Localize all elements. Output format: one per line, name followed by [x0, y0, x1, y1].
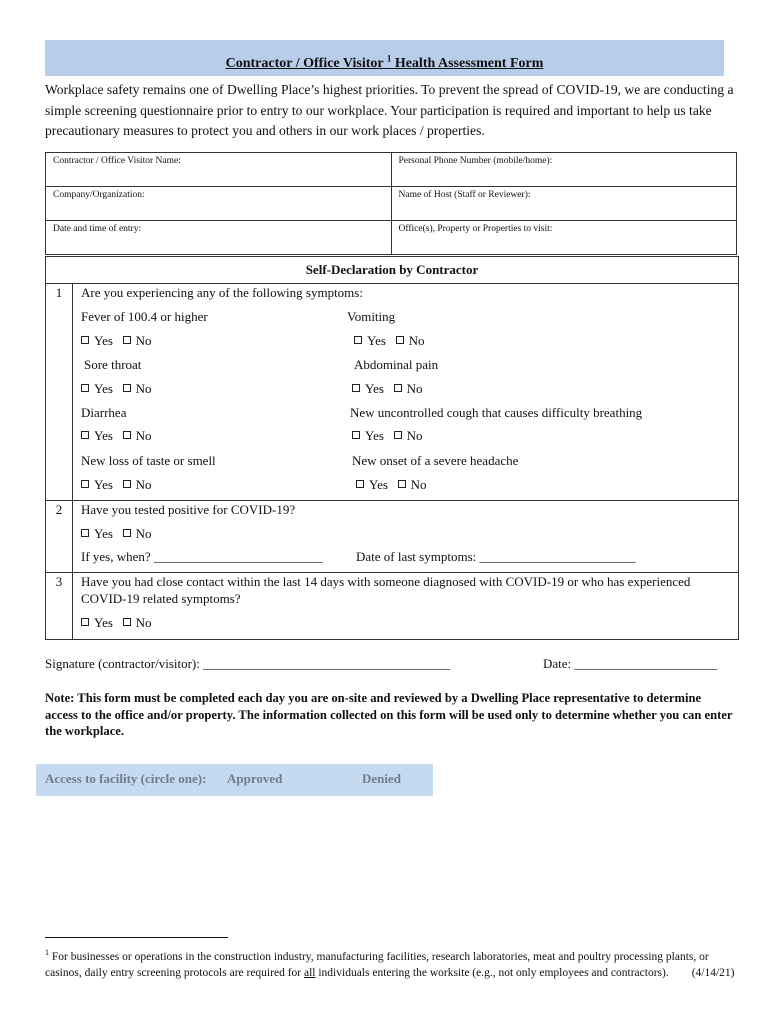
checkbox-yes[interactable]	[81, 384, 89, 392]
question-number: 3	[55, 574, 63, 589]
datetime-field[interactable]: Date and time of entry:	[46, 221, 392, 255]
note-paragraph: Note: This form must be completed each day you are on-site and reviewed by a Dwelling Place representative to determine access to the office and/or property. The information collected on this form will be used only to determine whether you can enter the workplace.	[45, 691, 733, 738]
checkbox-yes[interactable]	[81, 480, 89, 488]
checkbox-yes[interactable]	[352, 431, 360, 439]
self-declaration-table	[45, 256, 739, 640]
yes-no-checkboxes[interactable]: Yes No	[81, 428, 152, 444]
checkbox-no[interactable]	[123, 529, 131, 537]
access-label: Access to facility (circle one):	[45, 771, 207, 786]
footnote-date: (4/14/21)	[691, 966, 735, 979]
denied-option[interactable]: Denied	[362, 771, 401, 786]
symptom-label: New loss of taste or smell	[81, 453, 216, 468]
info-table	[45, 152, 737, 255]
symptom-label: Vomiting	[347, 309, 396, 324]
checkbox-no[interactable]	[123, 384, 131, 392]
approved-option[interactable]: Approved	[227, 771, 283, 786]
checkbox-no[interactable]	[396, 336, 404, 344]
date-field[interactable]: Date: ______________________	[543, 656, 718, 671]
checkbox-yes[interactable]	[81, 336, 89, 344]
question-number: 1	[55, 285, 63, 300]
symptom-label: Sore throat	[84, 357, 142, 372]
form-title-bar	[45, 40, 724, 76]
symptom-label: Abdominal pain	[354, 357, 439, 372]
symptom-label: New uncontrolled cough that causes difficulty breathing	[350, 405, 643, 420]
checkbox-yes[interactable]	[352, 384, 360, 392]
question-2-text: Have you tested positive for COVID-19?	[81, 502, 296, 517]
footnote-rule	[45, 937, 228, 938]
yes-no-checkboxes[interactable]: Yes No	[352, 381, 423, 397]
checkbox-no[interactable]	[394, 431, 402, 439]
offices-field[interactable]: Office(s), Property or Properties to visit:	[391, 221, 737, 255]
last-symptoms-field[interactable]: Date of last symptoms: ________________________	[356, 549, 636, 564]
company-field[interactable]: Company/Organization:	[46, 187, 392, 221]
yes-no-checkboxes[interactable]: Yes No	[81, 333, 152, 349]
question-number: 2	[55, 502, 63, 517]
checkbox-yes[interactable]	[81, 618, 89, 626]
yes-no-checkboxes[interactable]: Yes No	[81, 526, 152, 542]
question-3-line-1: Have you had close contact within the last 14 days with someone diagnosed with COVID-19 or who has experienced	[81, 574, 691, 589]
yes-no-checkboxes[interactable]: Yes No	[81, 477, 152, 493]
footnote: $^1$ For businesses or operations in the construction industry, manufacturing facilities, research laboratories, meat and poultry processing plants, or casinos, daily entry screening protocols are required for all individuals entering the worksite (e.g., not only employees and contractors). (4/14/21)	[45, 948, 735, 979]
checkbox-yes[interactable]	[354, 336, 362, 344]
checkbox-no[interactable]	[123, 431, 131, 439]
declaration-header: Self-Declaration by Contractor	[46, 257, 738, 284]
intro-paragraph: Workplace safety remains one of Dwelling Place’s highest priorities. To prevent the spread of COVID-19, we are conducting a simple screening questionnaire prior to entry to our workplace. Your participation is required and important to help us take precautionary measures to protect you and others in our work places / properties.	[45, 82, 734, 138]
yes-no-checkboxes[interactable]: Yes No	[352, 428, 423, 444]
checkbox-no[interactable]	[123, 480, 131, 488]
yes-no-checkboxes[interactable]: Yes No	[81, 615, 152, 631]
checkbox-yes[interactable]	[81, 431, 89, 439]
form-title: Contractor / Office Visitor $^1$ Health Assessment Form	[225, 53, 544, 71]
name-field[interactable]: Contractor / Office Visitor Name:	[46, 153, 392, 187]
tested-when-field[interactable]: If yes, when? __________________________	[81, 549, 323, 564]
signature-field[interactable]: Signature (contractor/visitor): ______________________________________	[45, 656, 451, 671]
yes-no-checkboxes[interactable]: Yes No	[81, 381, 152, 397]
yes-no-checkboxes[interactable]: Yes No	[356, 477, 427, 493]
checkbox-yes[interactable]	[356, 480, 364, 488]
checkbox-no[interactable]	[394, 384, 402, 392]
yes-no-checkboxes[interactable]: Yes No	[354, 333, 425, 349]
checkbox-yes[interactable]	[81, 529, 89, 537]
question-1-text: Are you experiencing any of the following symptoms:	[81, 285, 363, 300]
host-field[interactable]: Name of Host (Staff or Reviewer):	[391, 187, 737, 221]
checkbox-no[interactable]	[398, 480, 406, 488]
symptom-label: New onset of a severe headache	[352, 453, 519, 468]
symptom-label: Diarrhea	[81, 405, 127, 420]
phone-field[interactable]: Personal Phone Number (mobile/home):	[391, 153, 737, 187]
checkbox-no[interactable]	[123, 618, 131, 626]
access-box	[36, 764, 433, 796]
question-3-line-2: COVID-19 related symptoms?	[81, 591, 241, 606]
checkbox-no[interactable]	[123, 336, 131, 344]
symptom-label: Fever of 100.4 or higher	[81, 309, 208, 324]
